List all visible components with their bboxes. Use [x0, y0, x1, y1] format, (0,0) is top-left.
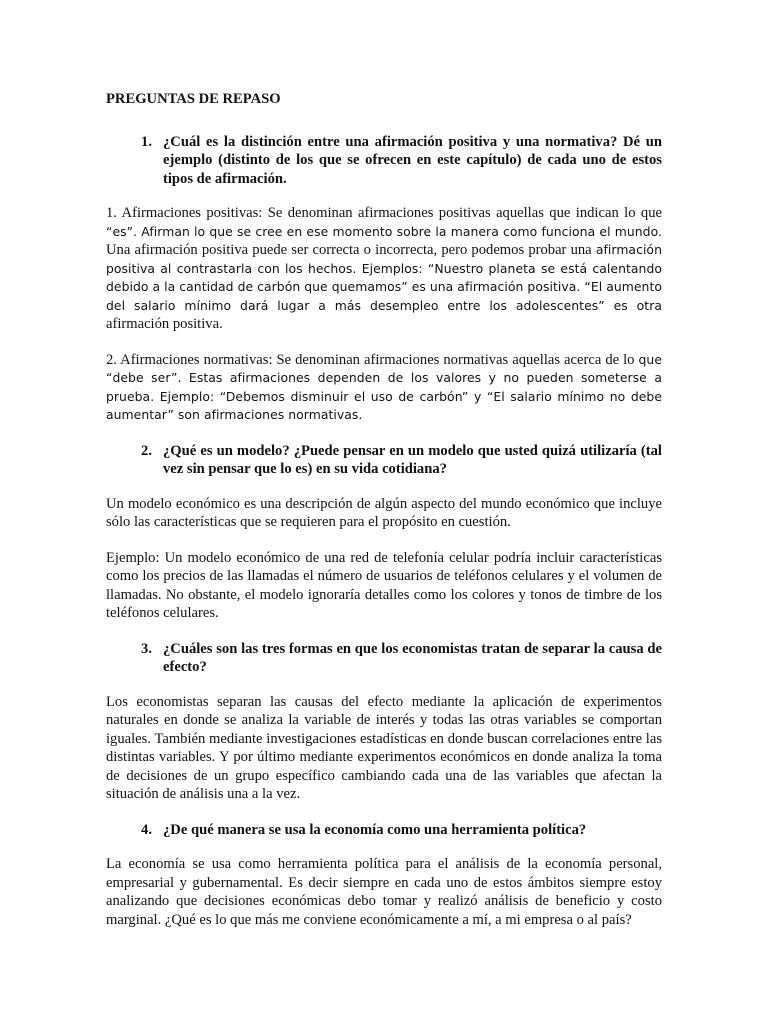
answer-1-paragraph-1	[106, 204, 662, 334]
question-2	[106, 442, 662, 479]
question-4	[106, 821, 662, 840]
answer-text: afirmación positiva al contrastarla con los hechos. Ejemplos: “Nuestro planeta se está calentando debido a la cantidad de carbón que quemamos” es una afirmación positiva. “El aumento del salario mínimo dará lugar a más desempleo entre los adolescentes” es otra	[106, 242, 662, 313]
question-number: 3.	[141, 640, 152, 657]
document-page	[106, 90, 662, 946]
answer-3-paragraph-1: Los economistas separan las causas del efecto mediante la aplicación de experimentos naturales en donde se analiza la variable de interés y todas las otras variables se comportan iguales. También mediante investigaciones estadísticas en donde buscan correlaciones entre las distintas variables. Y por último mediante experimentos económicos en donde analiza la toma de decisiones de un grupo específico cambiando cada una de las variables que afectan la situación de análisis una a la vez.	[106, 693, 662, 802]
page-title: PREGUNTAS DE REPASO	[106, 91, 281, 107]
question-number: 1.	[141, 133, 152, 150]
answer-text: “es”. Afirman lo que se cree en ese momento sobre la manera como funciona el mundo.	[106, 223, 662, 239]
answer-4-paragraph-1: La economía se usa como herramienta política para el análisis de la economía personal, empresarial y gubernamental. Es decir siempre en cada uno de estos ámbitos siempre estoy analizando que decisiones económicas debo tomar y realizó análisis de beneficio y costo marginal. ¿Qué es lo que más me conviene económicamente a mí, a mi empresa o al país?	[106, 856, 662, 928]
question-text: ¿Qué es un modelo? ¿Puede pensar en un modelo que usted quizá utilizaría (tal vez sin pensar que lo es) en su vida cotidiana?	[163, 442, 662, 477]
answer-1-paragraph-2	[106, 351, 662, 425]
question-text: ¿Cuáles son las tres formas en que los economistas tratan de separar la causa de efecto?	[163, 640, 662, 675]
question-1	[106, 133, 662, 189]
question-3	[106, 640, 662, 677]
question-text: ¿Cuál es la distinción entre una afirmación positiva y una normativa? Dé un ejemplo (distinto de los que se ofrecen en este capítulo) de cada uno de estos tipos de afirmación.	[163, 133, 662, 187]
answer-text: Una afirmación positiva puede ser correcta o incorrecta, pero podemos probar una	[106, 242, 592, 258]
question-number: 4.	[141, 821, 152, 838]
question-text: ¿De qué manera se usa la economía como una herramienta política?	[163, 821, 587, 838]
answer-2-paragraph-2: Ejemplo: Un modelo económico de una red de telefonía celular podría incluir características como los precios de las llamadas el número de usuarios de teléfonos celulares y el volumen de llamadas. No obstante, el modelo ignoraría detalles como los colores y tonos de timbre de los teléfonos celulares.	[106, 549, 662, 621]
answer-2-paragraph-1: Un modelo económico es una descripción de algún aspecto del mundo económico que incluye sólo las características que se requieren para el propósito en cuestión.	[106, 495, 662, 530]
answer-text: 2. Afirmaciones normativas: Se denominan afirmaciones normativas aquellas acerca de lo	[106, 351, 635, 368]
question-number: 2.	[141, 442, 152, 459]
answer-text: que “debe ser”. Estas afirmaciones dependen de los valores y no pueden someterse a prueba. Ejemplo: “Debemos disminuir el uso de carbón” y “El salario mínimo no debe aumentar” son afirmaciones normativas.	[106, 351, 662, 422]
answer-text: 1. Afirmaciones positivas: Se denominan afirmaciones positivas aquellas que indican lo que	[106, 205, 662, 221]
answer-text: afirmación positiva.	[106, 316, 223, 332]
